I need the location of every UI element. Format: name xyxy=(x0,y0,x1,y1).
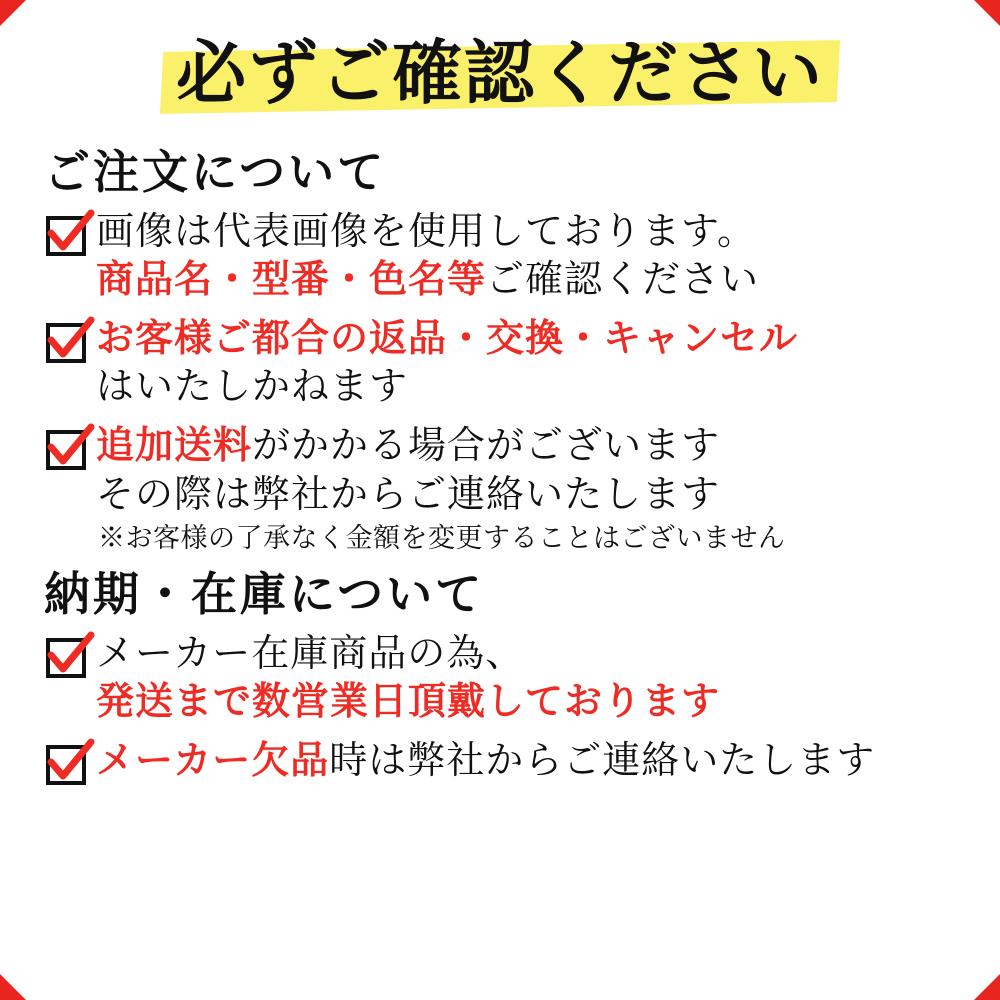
notice-item-text xyxy=(96,315,960,412)
highlighted-text: 追加送料 xyxy=(96,425,253,467)
checkbox-checked-icon xyxy=(46,745,86,785)
notice-item-text xyxy=(96,208,960,305)
page-title-wrap xyxy=(40,34,960,118)
corner-accent-top-right xyxy=(974,0,1000,26)
page-title-text: 必ずご確認ください xyxy=(176,36,824,113)
notice-line xyxy=(96,630,960,679)
plain-text: がかかる場合がございます xyxy=(252,425,721,467)
plain-text: 時は弊社からご連絡いたします xyxy=(329,740,876,783)
notice-line xyxy=(96,363,960,412)
notice-item xyxy=(46,315,960,412)
sections-container xyxy=(40,144,960,786)
highlighted-text: メーカー欠品 xyxy=(96,740,330,783)
notice-footnote: ※お客様の了承なく金額を変更することはございません xyxy=(98,523,786,554)
notice-line xyxy=(96,471,960,520)
notice-line xyxy=(96,208,960,257)
checkbox-checked-icon xyxy=(46,430,86,470)
corner-accent-bottom-left xyxy=(0,974,26,1000)
corner-accent-bottom-right xyxy=(974,974,1000,1000)
notice-item-text xyxy=(96,422,960,556)
checkbox-checked-icon xyxy=(46,638,86,678)
highlighted-text: 商品名・型番・色名等 xyxy=(96,259,487,302)
notice-line xyxy=(96,422,960,471)
notice-item xyxy=(46,737,960,786)
notice-line xyxy=(96,678,960,727)
notice-item-text xyxy=(96,630,960,727)
plain-text: 画像は代表画像を使用しております。 xyxy=(96,210,756,253)
highlighted-text: 発送まで数営業日頂戴しております xyxy=(96,681,721,724)
plain-text: メーカー在庫商品の為、 xyxy=(96,632,525,675)
checkbox-checked-icon xyxy=(46,216,86,256)
plain-text: その際は弊社からご連絡いたします xyxy=(96,473,721,516)
checkbox-checked-icon xyxy=(46,323,86,363)
notice-item xyxy=(46,208,960,305)
notice-item xyxy=(46,422,960,556)
highlighted-text: お客様ご都合の返品・交換・キャンセル xyxy=(96,317,799,360)
notice-item-text xyxy=(96,737,960,786)
plain-text: ご確認ください xyxy=(486,259,760,302)
notice-line xyxy=(96,737,960,786)
notice-line xyxy=(96,256,960,305)
section-heading: ご注文について xyxy=(44,147,387,198)
plain-text: はいたしかねます xyxy=(96,366,409,409)
section-heading: 納期・在庫について xyxy=(44,569,485,621)
corner-accent-top-left xyxy=(0,0,26,26)
notice-item xyxy=(46,630,960,727)
page-title xyxy=(162,34,838,118)
notice-line xyxy=(96,315,960,364)
